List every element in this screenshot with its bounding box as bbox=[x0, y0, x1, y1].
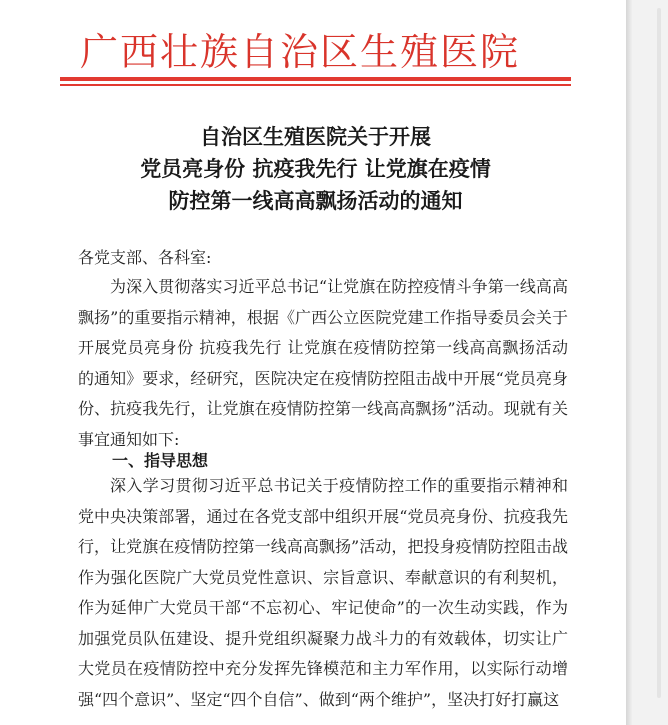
title-line-1: 自治区生殖医院关于开展 bbox=[200, 124, 431, 149]
vertical-scrollbar[interactable] bbox=[657, 8, 661, 698]
title-line-3: 防控第一线高高飘扬活动的通知 bbox=[168, 188, 463, 213]
salutation: 各党支部、各科室: bbox=[78, 248, 212, 267]
letterhead-org-name: 广西壮族自治区生殖医院 bbox=[80, 30, 521, 74]
letterhead-rule-thick bbox=[60, 77, 571, 81]
title-line-2: 党员亮身份 抗疫我先行 让党旗在疫情 bbox=[140, 156, 491, 181]
body-paragraph-1: 为深入贯彻落实习近平总书记“让党旗在防控疫情斗争第一线高高飘扬”的重要指示精神，根据《广西公立医院党建工作指导委员会关于开展党员亮身份 抗疫我先行 让党旗在疫情防控第一线高高飘扬活动的通知》要求，经研究，医院决定在疫情防控阻击战中开展“党员亮身份、抗疫我先行，让党旗在疫情防控第一线高高飘扬”活动。现就有关事宜通知如下: bbox=[78, 277, 568, 449]
body-paragraph-2: 深入学习贯彻习近平总书记关于疫情防控工作的重要指示精神和党中央决策部署，通过在各党支部中组织开展“党员亮身份、抗疫我先行，让党旗在疫情防控第一线高高飘扬”活动，把投身疫情防控阻击战作为强化医院广大党员党性意识、宗旨意识、奉献意识的有利契机，作为延伸广大党员干部“不忘初心、牢记使命”的一次生动实践，作为加强党员队伍建设、提升党组织凝聚力战斗力的有效载体，切实让广大党员在疫情防控中充分发挥先锋模范和主力军作用，以实际行动增强“四个意识”、坚定“四个自信”、做到“两个维护”，坚决打好打赢这 bbox=[78, 476, 568, 709]
page-edge-shadow bbox=[626, 0, 632, 725]
letterhead-rule-thin bbox=[60, 84, 571, 86]
section-heading-guiding-thought: 一、指导思想 bbox=[112, 451, 209, 470]
